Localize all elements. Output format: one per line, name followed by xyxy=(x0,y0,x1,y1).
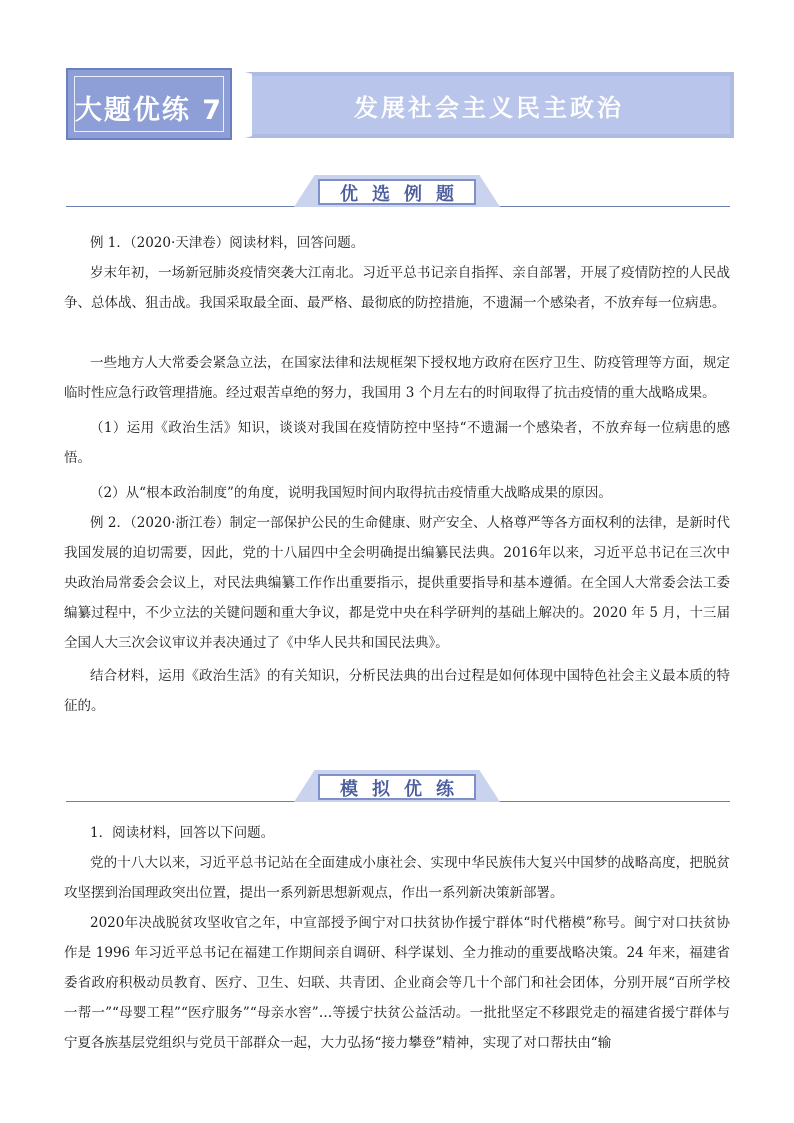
section-header-practice xyxy=(66,770,730,806)
banner-label: 大题优练 7 xyxy=(74,95,224,126)
example2-material: 例 2．（2020·浙江卷）制定一部保护公民的生命健康、财产安全、人格尊严等各方面权利的法律，是新时代我国发展的迫切需要，因此，党的十八届四中全会明确提出编纂民法典。2016年以来，习近平总书记在三次中央政治局常委会会议上，对民法典编纂工作作出重要指示，提供重要指导和基本遵循。在全国人大常委会法工委编纂过程中，不少立法的关键问题和重大争议，都是党中央在科学研判的基础上解决的。2020 年 5 月，十三届全国人大三次会议审议并表决通过了《中华人民共和国民法典》。 xyxy=(64,515,730,651)
practice1-heading: 1．阅读材料，回答以下问题。 xyxy=(90,825,275,841)
example1-material-1: 岁末年初，一场新冠肺炎疫情突袭大江南北。习近平总书记亲自指挥、亲自部署，开展了疫情防控的人民战争、总体战、狙击战。我国采取最全面、最严格、最彻底的防控措施，不遗漏一个感染者，不放弃每一位病患。 xyxy=(64,265,730,311)
example2-question: 结合材料，运用《政治生活》的有关知识，分析民法典的出台过程是如何体现中国特色社会主义最本质的特征的。 xyxy=(64,668,730,714)
banner-label-box xyxy=(66,68,232,140)
section-header-examples xyxy=(66,175,730,211)
page-title: 发展社会主义民主政治 xyxy=(354,94,624,122)
section-title: 模拟优练 xyxy=(340,779,468,800)
example1-question-2: （2）从“根本政治制度”的角度，说明我国短时间内取得抗击疫情重大战略成果的原因。 xyxy=(90,485,612,501)
example1-question-1: （1）运用《政治生活》知识，谈谈对我国在疫情防控中坚持“不遗漏一个感染者，不放弃每一位病患的感悟。 xyxy=(64,420,730,466)
practice1-material-2: 2020年决战脱贫攻坚收官之年，中宣部授予闽宁对口扶贫协作援宁群体“时代楷模”称号。闽宁对口扶贫协作是 1996 年习近平总书记在福建工作期间亲自调研、科学谋划、全力推动的重要战略决策。24 年来，福建省委省政府积极动员教育、医疗、卫生、妇联、共青团、企业商会等几十个部门和社会团体，分别开展“百所学校一帮一”“母婴工程”“医疗服务”“母亲水窖”…等援宁扶贫公益活动。一批批坚定不移跟党走的福建省援宁群体与宁夏各族基层党组织与党员干部群众一起，大力弘扬“接力攀登”精神，实现了对口帮扶由“输 xyxy=(64,915,730,1051)
example1-heading: 例 1．（2020·天津卷）阅读材料，回答问题。 xyxy=(90,235,365,251)
example1-material-2: 一些地方人大常委会紧急立法，在国家法律和法规框架下授权地方政府在医疗卫生、防疫管理等方面，规定临时性应急行政管理措施。经过艰苦卓绝的努力，我国用 3 个月左右的时间取得了抗击疫情的重大战略成果。 xyxy=(64,355,730,401)
section-title: 优选例题 xyxy=(340,184,468,205)
title-banner xyxy=(66,68,734,142)
practice1-material-1: 党的十八大以来，习近平总书记站在全面建成小康社会、实现中华民族伟大复兴中国梦的战略高度，把脱贫攻坚摆到治国理政突出位置，提出一系列新思想新观点，作出一系列新决策新部署。 xyxy=(64,855,730,901)
